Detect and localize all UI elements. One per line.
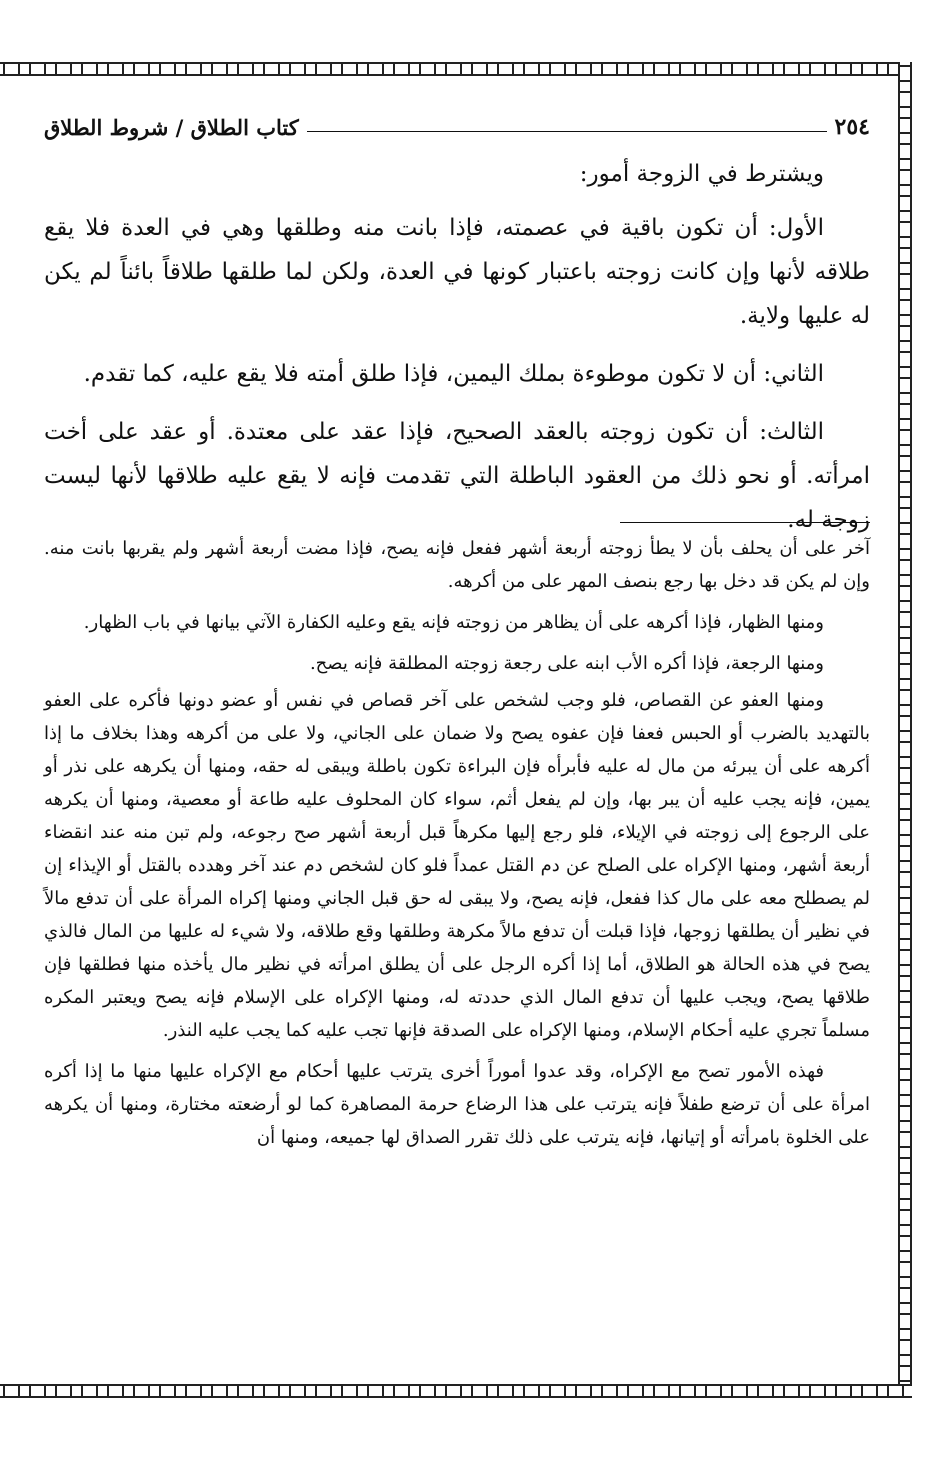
condition-second: الثاني: أن لا تكون موطوءة بملك اليمين، فإذا طلق أمته فلا يقع عليه، كما تقدم. xyxy=(83,361,824,387)
footnote-paragraph: ومنها الظهار، فإذا أكرهه على أن يظاهر من زوجته فإنه يقع وعليه الكفارة الآتي بيانها في باب الظهار. xyxy=(83,612,824,633)
chapter-title: كتاب الطلاق / شروط الطلاق xyxy=(44,115,299,140)
page-number: ٢٥٤ xyxy=(834,114,870,140)
decorative-border-right xyxy=(898,62,912,1398)
footnote-paragraph: آخر على أن يحلف بأن لا يطأ زوجته أربعة أشهر ففعل فإنه يصح، فإذا مضت أربعة أشهر ولم يقربها بانت منه. وإن لم يكن قد دخل بها رجع بنصف المهر على من أكرهه. xyxy=(44,538,870,592)
header-rule xyxy=(307,131,827,132)
decorative-border-top xyxy=(0,62,912,76)
footnote-separator xyxy=(620,522,870,523)
main-text xyxy=(44,152,870,556)
condition-third: الثالث: أن تكون زوجته بالعقد الصحيح، فإذا عقد على معتدة. أو عقد على أخت امرأته. أو نحو ذلك من العقود الباطلة التي تقدمت فإنه لا يقع عليه طلاقها لأنها ليست زوجة له. xyxy=(44,419,870,533)
page-header xyxy=(44,106,870,140)
footnotes xyxy=(44,532,870,1162)
footnote-paragraph: ومنها الرجعة، فإذا أكره الأب ابنه على رجعة زوجته المطلقة فإنه يصح. xyxy=(309,653,824,674)
intro-line: ويشترط في الزوجة أمور: xyxy=(579,161,824,187)
footnote-paragraph: فهذه الأمور تصح مع الإكراه، وقد عدوا أموراً أخرى يترتب عليها أحكام مع الإكراه عليها منها ما إذا أكره امرأة على أن ترضع طفلاً فإنه يترتب على هذا الرضاع حرمة المصاهرة كما لو أرضعته مختارة، ومنها أن يكرهه على الخلوة بامرأته أو إتيانها، فإنه يترتب على ذلك تقرر الصداق لها جميعه، ومنها أن xyxy=(44,1061,870,1148)
footnote-paragraph: ومنها العفو عن القصاص، فلو وجب لشخص على آخر قصاص في نفس أو عضو دونها فأكره على العفو بالتهديد بالضرب أو الحبس فعفا فإن عفوه يصح ولا ضمان على الجاني، ولا على من أكرهه وهذا بخلاف ما إذا أكرهه على أن يبرئه من مال له عليه فأبرأه فإن البراءة تكون باطلة ويبقى له حقه، ومنها أن يكرهه على نذر أو يمين، فإنه يجب عليه أن يبر بها، وإن لم يفعل أثم، سواء كان المحلوف عليه طاعة أو معصية، ومنها أن يكرهه على الرجوع إلى زوجته في الإيلاء، فلو رجع إليها مكرهاً قبل أربعة أشهر صح رجوعه، ولم تبن منه عند انقضاء أربعة أشهر، ومنها الإكراه على الصلح عن دم القتل عمداً فلو كان لشخص دم عند آخر وهدده بالقتل أو الإيذاء إن لم يصطلح معه على مال كذا ففعل، فإنه يصح، ولا يبقى له حق قبل الجاني ومنها إكراه المرأة على أن تدفع مالاً في نظير أن يطلقها زوجها، فإذا قبلت أن تدفع مالاً مكرهة وطلقها وقع طلاقه، ولا شيء له عليها من المال فالذي يصح في هذه الحالة هو الطلاق، أما إذا أكره الرجل على أن يطلق امرأته في نظير مال يأخذه منها فطلقها فإن طلاقها يصح، ويجب عليها أن تدفع المال الذي حددته له، ومنها الإكراه على الإسلام فإنه يصح ويعتبر المكره مسلماً تجري عليه أحكام الإسلام، ومنها الإكراه على الصدقة فإنها تجب عليه كما يجب عليه النذر. xyxy=(44,690,870,1041)
decorative-border-bottom xyxy=(0,1384,912,1398)
condition-first: الأول: أن تكون باقية في عصمته، فإذا بانت منه وطلقها وهي في العدة فلا يقع طلاقه لأنها وإن كانت زوجته باعتبار كونها في العدة، ولكن لما طلقها طلاقاً بائناً لم يكن له عليها ولاية. xyxy=(44,215,870,329)
